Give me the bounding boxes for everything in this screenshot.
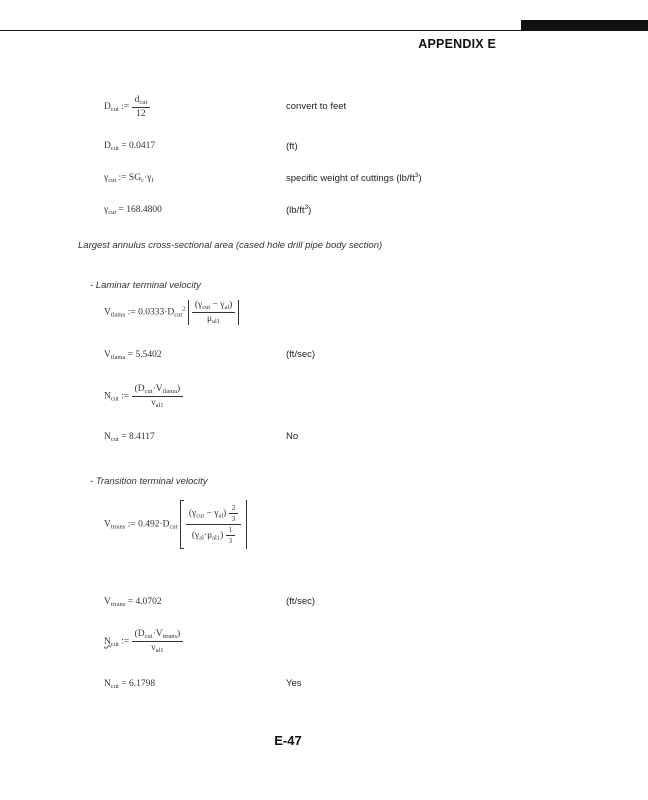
laminar-velocity-value: $V_{tlama} = 5.5402$: [104, 350, 162, 361]
dcut-unit: (ft): [286, 141, 298, 152]
transition-den-exponent: $\frac{1}{3}$: [226, 526, 236, 545]
header-bar: [521, 20, 648, 30]
transition-bracket: [180, 500, 247, 549]
dcut-fraction: $\frac{d_{cut}}{12}$: [132, 95, 151, 119]
laminar-velocity-unit: (ft/sec): [286, 349, 316, 360]
laminar-reynolds-equation: $N_{cut}$ := $\frac{(D_{cut}\cdot V_{tlama})}{\nu_{al1}}$: [104, 384, 183, 409]
laminar-check-result: No: [286, 431, 299, 442]
dcut-definition: $D_{cut}$ := $\frac{d_{cut}}{12}$: [104, 95, 150, 119]
transition-fraction: $(\gamma_{cut} - \gamma_{al})$ $\frac{2}{3}$ $(\gamma_{al}\cdot\mu_{al1})$ $\frac{1}{3}$: [186, 504, 241, 545]
transition-reynolds-value: $N_{cut} = 6.1798$: [104, 679, 156, 690]
transition-velocity-unit: (ft/sec): [286, 596, 316, 607]
transition-equation: $V_{ttrans}$ := $0.492\cdot D_{cut}$ $(\gamma_{cut} - \gamma_{al})$ $\frac{2}{3}$ $(\gamma_{al}\cdot\mu_{al1})$ $\frac{1}{3}$: [104, 500, 247, 549]
header-rule: [0, 30, 648, 31]
laminar-abs-bracket: [188, 300, 240, 325]
gcut-value: $\gamma_{cut} = 168.4800$: [104, 205, 162, 216]
gcut-unit: $(lb/ft^3)$: [286, 204, 312, 216]
page-header-title: APPENDIX E: [418, 37, 496, 51]
laminar-equation: $V_{tlama}$ := $0.0333\cdot D_{cut}^2$ $\frac{(\gamma_{cut} - \gamma_{al})}{\mu_{al1}}$: [104, 300, 239, 325]
gcut-note: specific weight of cuttings $(lb/ft^3)$: [286, 172, 422, 184]
laminar-reynolds-fraction: $\frac{(D_{cut}\cdot V_{tlama})}{\nu_{al1}}$: [132, 384, 184, 409]
section-title: Largest annulus cross-sectional area (cased hole drill pipe body section): [78, 240, 383, 251]
transition-reynolds-fraction: $\frac{(D_{cut}\cdot V_{ttrans})}{\nu_{al1}}$: [132, 629, 184, 654]
laminar-fraction: $\frac{(\gamma_{cut} - \gamma_{al})}{\mu_{al1}}$: [192, 300, 236, 325]
transition-check-result: Yes: [286, 678, 302, 689]
transition-velocity-value: $V_{ttrans} = 4.0702$: [104, 597, 162, 608]
transition-reynolds-equation: $N_{cut}$ := $\frac{(D_{cut}\cdot V_{ttrans})}{\nu_{al1}}$: [104, 629, 183, 654]
gcut-definition: $\gamma_{cut}$ := $SG_c\cdot\gamma_f$: [104, 173, 154, 184]
laminar-heading: - Laminar terminal velocity: [90, 280, 201, 291]
transition-num-exponent: $\frac{2}{3}$: [229, 504, 239, 523]
dcut-value: $D_{cut} = 0.0417$: [104, 141, 156, 152]
transition-heading: - Transition terminal velocity: [90, 476, 208, 487]
dcut-note: convert to feet: [286, 101, 347, 112]
transition-reynolds-lhs: $N_{cut}$: [104, 636, 119, 648]
laminar-reynolds-value: $N_{cut} = 8.4117$: [104, 432, 155, 443]
page-number: E-47: [274, 733, 302, 748]
